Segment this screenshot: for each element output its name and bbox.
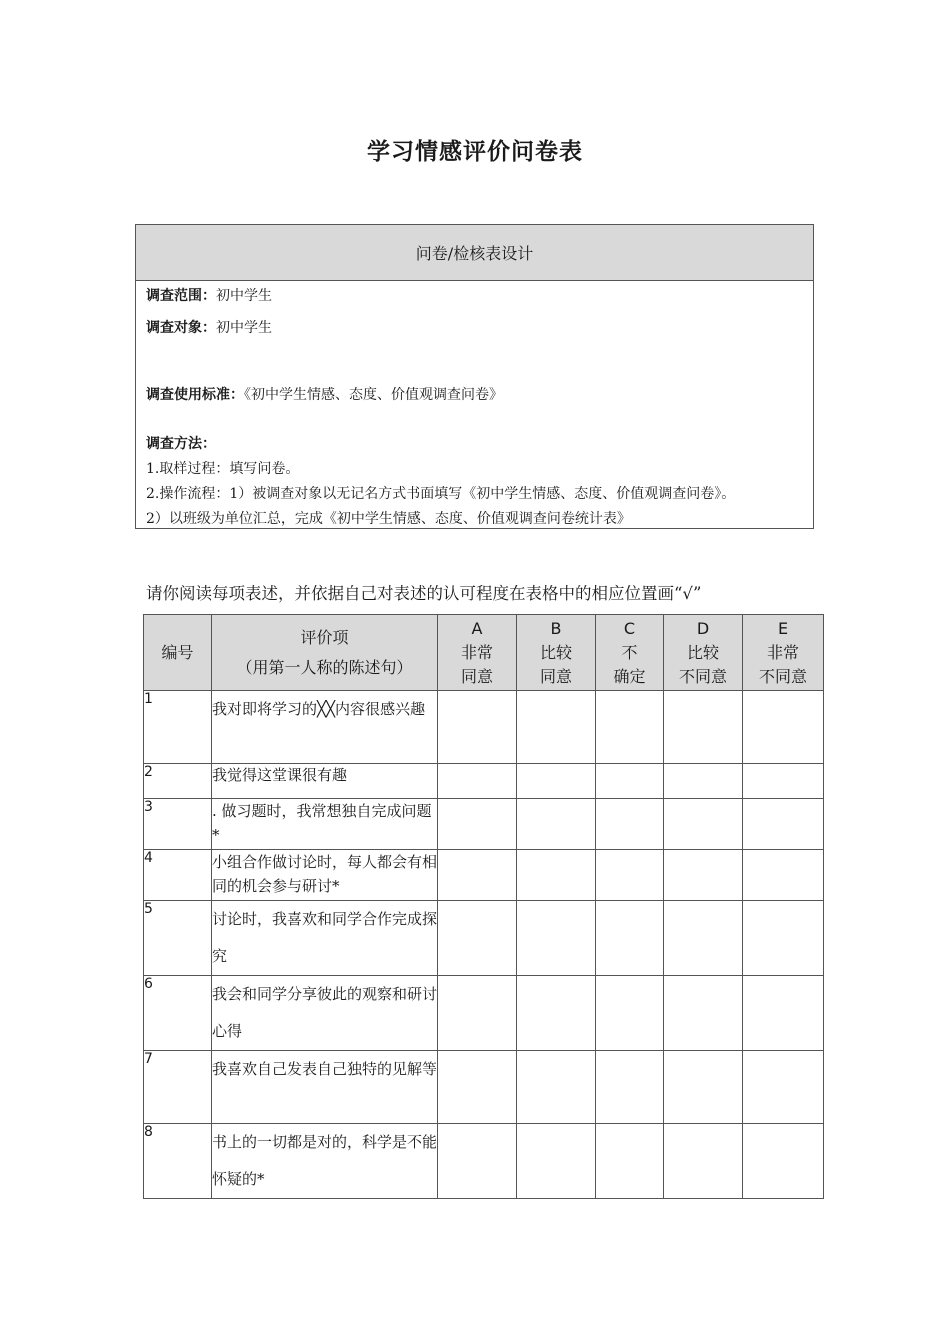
answer-cell-c[interactable] <box>596 1051 664 1124</box>
answer-cell-b[interactable] <box>517 691 596 764</box>
answer-cell-b[interactable] <box>517 1124 596 1199</box>
header-option-a <box>438 615 517 691</box>
answer-cell-d[interactable] <box>664 764 743 799</box>
option-a-letter: A <box>471 618 483 638</box>
option-d-letter: D <box>696 618 710 638</box>
target-label: 调查对象： <box>146 320 216 336</box>
answer-cell-e[interactable] <box>743 799 824 850</box>
answer-cell-d[interactable] <box>664 1124 743 1199</box>
target-value: 初中学生 <box>216 320 272 336</box>
design-header: 问卷/检核表设计 <box>136 225 813 281</box>
answer-cell-b[interactable] <box>517 901 596 976</box>
option-a-line1: 非常 <box>460 642 493 662</box>
answer-cell-d[interactable] <box>664 976 743 1051</box>
answer-cell-e[interactable] <box>743 1051 824 1124</box>
row-statement: 书上的一切都是对的，科学是不能怀疑的* <box>212 1124 438 1199</box>
answer-cell-e[interactable] <box>743 691 824 764</box>
row-statement: 我觉得这堂课很有趣 <box>212 764 438 799</box>
table-row <box>144 850 824 901</box>
table-row <box>144 976 824 1051</box>
row-number: 6 <box>144 976 212 1051</box>
answer-cell-a[interactable] <box>438 764 517 799</box>
answer-cell-e[interactable] <box>743 850 824 901</box>
method-line <box>146 433 216 453</box>
method-step-1: 1.取样过程：填写问卷。 <box>146 461 300 477</box>
answer-cell-d[interactable] <box>664 901 743 976</box>
answer-cell-a[interactable] <box>438 1124 517 1199</box>
answer-cell-e[interactable] <box>743 764 824 799</box>
option-b-line1: 比较 <box>539 642 572 662</box>
answer-cell-c[interactable] <box>596 1124 664 1199</box>
answer-cell-e[interactable] <box>743 901 824 976</box>
answer-cell-d[interactable] <box>664 691 743 764</box>
header-item <box>212 615 438 691</box>
option-d-line2: 不同意 <box>678 666 727 686</box>
scope-line <box>146 285 272 305</box>
answer-cell-c[interactable] <box>596 850 664 901</box>
row-statement: 我会和同学分享彼此的观察和研讨心得 <box>212 976 438 1051</box>
row-number: 7 <box>144 1051 212 1124</box>
row-statement: 我喜欢自己发表自己独特的见解等 <box>212 1051 438 1124</box>
answer-cell-c[interactable] <box>596 764 664 799</box>
answer-cell-a[interactable] <box>438 1051 517 1124</box>
header-item-title: 评价项 <box>300 627 349 647</box>
method-label: 调查方法： <box>146 436 216 452</box>
page-title: 学习情感评价问卷表 <box>367 139 583 165</box>
option-a-line2: 同意 <box>460 666 493 686</box>
table-row <box>144 764 824 799</box>
answer-cell-a[interactable] <box>438 850 517 901</box>
answer-cell-a[interactable] <box>438 799 517 850</box>
questionnaire-design-box <box>135 224 814 529</box>
option-e-line1: 非常 <box>766 642 799 662</box>
row-statement: 我对即将学习的╳╳内容很感兴趣 <box>212 691 438 764</box>
table-row <box>144 799 824 850</box>
row-number: 1 <box>144 691 212 764</box>
answer-cell-e[interactable] <box>743 1124 824 1199</box>
answer-cell-b[interactable] <box>517 799 596 850</box>
option-d-line1: 比较 <box>686 642 719 662</box>
answer-cell-c[interactable] <box>596 901 664 976</box>
table-row <box>144 1124 824 1199</box>
answer-cell-b[interactable] <box>517 764 596 799</box>
answer-cell-a[interactable] <box>438 976 517 1051</box>
scope-label: 调查范围： <box>146 288 216 304</box>
header-number: 编号 <box>144 615 212 691</box>
answer-cell-a[interactable] <box>438 901 517 976</box>
option-c-line1: 不 <box>621 642 638 662</box>
row-number: 3 <box>144 799 212 850</box>
answer-cell-b[interactable] <box>517 850 596 901</box>
table-row <box>144 691 824 764</box>
row-statement: . 做习题时，我常想独自完成问题* <box>212 799 438 850</box>
survey-table <box>143 614 824 1199</box>
answer-cell-d[interactable] <box>664 850 743 901</box>
answer-cell-b[interactable] <box>517 1051 596 1124</box>
method-step-2: 2.操作流程：1）被调查对象以无记名方式书面填写《初中学生情感、态度、价值观调查问卷》。 <box>146 486 736 502</box>
answer-cell-d[interactable] <box>664 1051 743 1124</box>
row-number: 5 <box>144 901 212 976</box>
scope-value: 初中学生 <box>216 288 272 304</box>
answer-cell-a[interactable] <box>438 691 517 764</box>
header-row <box>144 615 824 691</box>
row-statement: 讨论时，我喜欢和同学合作完成探究 <box>212 901 438 976</box>
target-line <box>146 317 272 337</box>
standard-label: 调查使用标准： <box>146 387 244 403</box>
option-e-letter: E <box>777 618 789 638</box>
table-row <box>144 1051 824 1124</box>
answer-cell-e[interactable] <box>743 976 824 1051</box>
header-option-b <box>517 615 596 691</box>
header-option-d <box>664 615 743 691</box>
answer-cell-c[interactable] <box>596 799 664 850</box>
option-b-letter: B <box>550 618 562 638</box>
method-step-3: 2）以班级为单位汇总，完成《初中学生情感、态度、价值观调查问卷统计表》 <box>146 511 631 527</box>
option-e-line2: 不同意 <box>758 666 807 686</box>
row-statement: 小组合作做讨论时，每人都会有相同的机会参与研讨* <box>212 850 438 901</box>
header-option-c <box>596 615 664 691</box>
answer-cell-b[interactable] <box>517 976 596 1051</box>
answer-cell-c[interactable] <box>596 976 664 1051</box>
row-number: 8 <box>144 1124 212 1199</box>
instruction-text: 请你阅读每项表述，并依据自己对表述的认可程度在表格中的相应位置画“√” <box>146 584 702 603</box>
standard-value: 《初中学生情感、态度、价值观调查问卷》 <box>244 387 503 403</box>
header-option-e <box>743 615 824 691</box>
answer-cell-c[interactable] <box>596 691 664 764</box>
row-number: 2 <box>144 764 212 799</box>
option-c-line2: 确定 <box>613 666 646 686</box>
answer-cell-d[interactable] <box>664 799 743 850</box>
standard-line <box>146 384 503 404</box>
row-number: 4 <box>144 850 212 901</box>
option-c-letter: C <box>623 618 636 638</box>
header-item-subtitle: （用第一人称的陈述句） <box>236 657 413 677</box>
option-b-line2: 同意 <box>539 666 572 686</box>
table-row <box>144 901 824 976</box>
